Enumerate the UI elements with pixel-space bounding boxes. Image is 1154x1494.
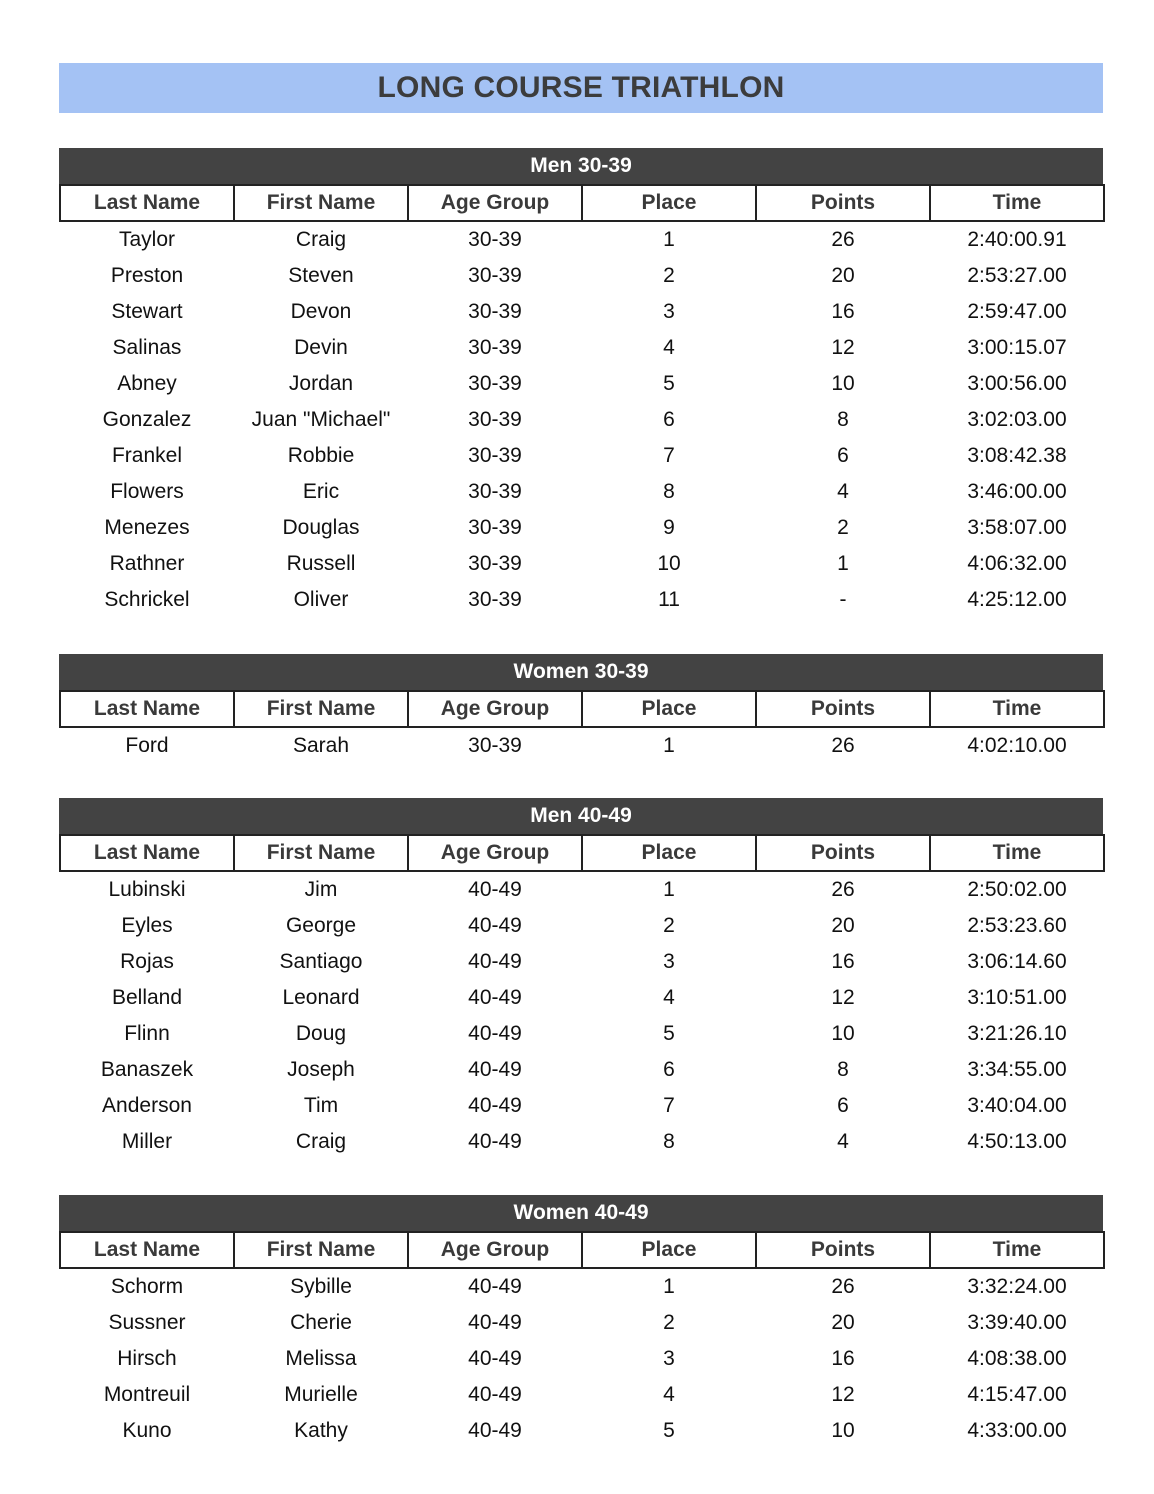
section-heading: Women 30-39 bbox=[59, 654, 1103, 690]
cell-time: 3:46:00.00 bbox=[967, 480, 1067, 503]
cell-place: 2 bbox=[663, 1311, 675, 1334]
cell-age-group: 30-39 bbox=[468, 372, 522, 395]
cell-points: 6 bbox=[837, 444, 849, 467]
cell-age-group: 40-49 bbox=[468, 1419, 522, 1442]
cell-first-name: Sybille bbox=[290, 1275, 352, 1298]
col-header-place: Place bbox=[582, 1232, 756, 1268]
cell-age-group: 30-39 bbox=[468, 552, 522, 575]
cell-age-group: 30-39 bbox=[468, 516, 522, 539]
cell-time: 3:06:14.60 bbox=[967, 950, 1067, 973]
table-row bbox=[60, 510, 1104, 546]
table-row bbox=[60, 944, 1104, 980]
cell-last-name: Kuno bbox=[122, 1419, 172, 1442]
cell-points: 4 bbox=[837, 480, 849, 503]
cell-place: 2 bbox=[663, 914, 675, 937]
header-row bbox=[60, 1232, 1104, 1268]
cell-points: 20 bbox=[831, 914, 855, 937]
table-body bbox=[60, 727, 1104, 764]
section-women-40-49 bbox=[59, 1195, 1103, 1449]
section-heading: Men 40-49 bbox=[59, 798, 1103, 834]
cell-time: 4:33:00.00 bbox=[967, 1419, 1067, 1442]
title-banner bbox=[59, 63, 1103, 113]
cell-last-name: Miller bbox=[121, 1130, 173, 1153]
cell-first-name: Santiago bbox=[279, 950, 363, 973]
header-row bbox=[60, 835, 1104, 871]
cell-first-name: Melissa bbox=[285, 1347, 357, 1370]
cell-age-group: 30-39 bbox=[468, 300, 522, 323]
cell-points: 12 bbox=[831, 336, 855, 359]
col-header-age-group: Age Group bbox=[408, 185, 582, 221]
cell-age-group: 30-39 bbox=[468, 588, 522, 611]
table-row bbox=[60, 871, 1104, 908]
cell-first-name: Robbie bbox=[287, 444, 355, 467]
cell-points: 10 bbox=[831, 372, 855, 395]
cell-points: 12 bbox=[831, 986, 855, 1009]
cell-time: 2:53:27.00 bbox=[967, 264, 1067, 287]
cell-place: 1 bbox=[663, 1275, 675, 1298]
cell-points: 20 bbox=[831, 1311, 855, 1334]
cell-place: 3 bbox=[663, 300, 675, 323]
cell-place: 4 bbox=[663, 336, 675, 359]
results-table bbox=[59, 1231, 1105, 1449]
section-heading: Women 40-49 bbox=[59, 1195, 1103, 1231]
results-table bbox=[59, 690, 1105, 764]
cell-time: 2:53:23.60 bbox=[967, 914, 1067, 937]
cell-points: 1 bbox=[837, 552, 849, 575]
table-row bbox=[60, 330, 1104, 366]
cell-age-group: 30-39 bbox=[468, 444, 522, 467]
col-header-last-name: Last Name bbox=[60, 1232, 234, 1268]
col-header-last-name: Last Name bbox=[60, 835, 234, 871]
cell-time: 2:59:47.00 bbox=[967, 300, 1067, 323]
cell-age-group: 30-39 bbox=[468, 480, 522, 503]
cell-first-name: Joseph bbox=[287, 1058, 355, 1081]
cell-time: 4:50:13.00 bbox=[967, 1130, 1067, 1153]
cell-age-group: 40-49 bbox=[468, 986, 522, 1009]
table-body bbox=[60, 871, 1104, 1160]
cell-place: 10 bbox=[657, 552, 681, 575]
cell-points: - bbox=[839, 588, 847, 611]
cell-first-name: Douglas bbox=[282, 516, 360, 539]
cell-time: 3:00:15.07 bbox=[967, 336, 1067, 359]
table-row bbox=[60, 294, 1104, 330]
cell-last-name: Hirsch bbox=[117, 1347, 177, 1370]
cell-points: 16 bbox=[831, 300, 855, 323]
col-header-last-name: Last Name bbox=[60, 185, 234, 221]
cell-last-name: Schorm bbox=[110, 1275, 184, 1298]
cell-age-group: 40-49 bbox=[468, 1130, 522, 1153]
table-row bbox=[60, 727, 1104, 764]
table-row bbox=[60, 1016, 1104, 1052]
cell-age-group: 40-49 bbox=[468, 1058, 522, 1081]
table-row bbox=[60, 1268, 1104, 1305]
cell-last-name: Ford bbox=[125, 734, 169, 757]
header-row bbox=[60, 691, 1104, 727]
section-women-30-39 bbox=[59, 654, 1103, 764]
cell-age-group: 30-39 bbox=[468, 408, 522, 431]
col-header-first-name: First Name bbox=[234, 185, 408, 221]
cell-age-group: 30-39 bbox=[468, 228, 522, 251]
cell-time: 3:21:26.10 bbox=[967, 1022, 1067, 1045]
col-header-age-group: Age Group bbox=[408, 835, 582, 871]
cell-time: 4:25:12.00 bbox=[967, 588, 1067, 611]
results-table bbox=[59, 184, 1105, 618]
cell-time: 4:06:32.00 bbox=[967, 552, 1067, 575]
table-row bbox=[60, 221, 1104, 258]
table-body bbox=[60, 1268, 1104, 1449]
cell-place: 2 bbox=[663, 264, 675, 287]
cell-points: 16 bbox=[831, 950, 855, 973]
cell-last-name: Flowers bbox=[110, 480, 184, 503]
col-header-first-name: First Name bbox=[234, 1232, 408, 1268]
cell-time: 3:34:55.00 bbox=[967, 1058, 1067, 1081]
cell-points: 8 bbox=[837, 408, 849, 431]
col-header-points: Points bbox=[756, 691, 930, 727]
cell-first-name: Devin bbox=[294, 336, 348, 359]
cell-time: 4:08:38.00 bbox=[967, 1347, 1067, 1370]
cell-last-name: Salinas bbox=[112, 336, 182, 359]
cell-last-name: Sussner bbox=[108, 1311, 186, 1334]
cell-time: 3:40:04.00 bbox=[967, 1094, 1067, 1117]
page-title: LONG COURSE TRIATHLON bbox=[377, 71, 785, 104]
cell-time: 3:58:07.00 bbox=[967, 516, 1067, 539]
cell-last-name: Banaszek bbox=[100, 1058, 194, 1081]
cell-age-group: 40-49 bbox=[468, 1022, 522, 1045]
cell-last-name: Flinn bbox=[124, 1022, 170, 1045]
cell-first-name: Murielle bbox=[284, 1383, 358, 1406]
col-header-age-group: Age Group bbox=[408, 691, 582, 727]
cell-first-name: Jordan bbox=[288, 372, 354, 395]
cell-age-group: 40-49 bbox=[468, 950, 522, 973]
cell-age-group: 30-39 bbox=[468, 264, 522, 287]
cell-place: 3 bbox=[663, 1347, 675, 1370]
table-row bbox=[60, 1088, 1104, 1124]
cell-place: 5 bbox=[663, 372, 675, 395]
table-row bbox=[60, 1413, 1104, 1449]
cell-age-group: 40-49 bbox=[468, 1383, 522, 1406]
table-row bbox=[60, 1052, 1104, 1088]
cell-place: 7 bbox=[663, 444, 675, 467]
cell-first-name: Craig bbox=[295, 228, 347, 251]
cell-time: 3:02:03.00 bbox=[967, 408, 1067, 431]
cell-place: 9 bbox=[663, 516, 675, 539]
cell-points: 12 bbox=[831, 1383, 855, 1406]
cell-last-name: Eyles bbox=[121, 914, 173, 937]
cell-time: 3:32:24.00 bbox=[967, 1275, 1067, 1298]
cell-points: 6 bbox=[837, 1094, 849, 1117]
cell-first-name: Sarah bbox=[292, 734, 350, 757]
col-header-points: Points bbox=[756, 1232, 930, 1268]
col-header-place: Place bbox=[582, 691, 756, 727]
cell-first-name: Leonard bbox=[282, 986, 360, 1009]
cell-age-group: 40-49 bbox=[468, 878, 522, 901]
cell-points: 26 bbox=[831, 228, 855, 251]
cell-place: 5 bbox=[663, 1022, 675, 1045]
col-header-points: Points bbox=[756, 185, 930, 221]
cell-last-name: Rathner bbox=[109, 552, 185, 575]
cell-first-name: Devon bbox=[290, 300, 352, 323]
table-row bbox=[60, 366, 1104, 402]
cell-last-name: Frankel bbox=[111, 444, 183, 467]
cell-place: 6 bbox=[663, 1058, 675, 1081]
cell-first-name: Steven bbox=[288, 264, 354, 287]
cell-points: 8 bbox=[837, 1058, 849, 1081]
table-row bbox=[60, 546, 1104, 582]
table-row bbox=[60, 1124, 1104, 1160]
col-header-age-group: Age Group bbox=[408, 1232, 582, 1268]
cell-place: 7 bbox=[663, 1094, 675, 1117]
col-header-last-name: Last Name bbox=[60, 691, 234, 727]
cell-points: 26 bbox=[831, 734, 855, 757]
cell-last-name: Anderson bbox=[102, 1094, 192, 1117]
header-row bbox=[60, 185, 1104, 221]
table-body bbox=[60, 221, 1104, 618]
cell-time: 2:40:00.91 bbox=[967, 228, 1067, 251]
table-row bbox=[60, 582, 1104, 618]
cell-last-name: Schrickel bbox=[104, 588, 190, 611]
table-row bbox=[60, 474, 1104, 510]
cell-age-group: 30-39 bbox=[468, 336, 522, 359]
cell-last-name: Preston bbox=[110, 264, 184, 287]
col-header-place: Place bbox=[582, 835, 756, 871]
cell-last-name: Gonzalez bbox=[102, 408, 192, 431]
cell-place: 8 bbox=[663, 1130, 675, 1153]
cell-age-group: 40-49 bbox=[468, 1311, 522, 1334]
cell-first-name: Tim bbox=[303, 1094, 339, 1117]
col-header-place: Place bbox=[582, 185, 756, 221]
cell-first-name: Oliver bbox=[293, 588, 349, 611]
cell-place: 11 bbox=[658, 588, 680, 611]
cell-last-name: Rojas bbox=[120, 950, 174, 973]
cell-place: 3 bbox=[663, 950, 675, 973]
cell-age-group: 40-49 bbox=[468, 1094, 522, 1117]
col-header-first-name: First Name bbox=[234, 835, 408, 871]
cell-first-name: Juan "Michael" bbox=[251, 408, 391, 431]
cell-place: 4 bbox=[663, 1383, 675, 1406]
col-header-time: Time bbox=[930, 835, 1104, 871]
col-header-points: Points bbox=[756, 835, 930, 871]
table-row bbox=[60, 1305, 1104, 1341]
cell-time: 3:08:42.38 bbox=[967, 444, 1067, 467]
cell-first-name: Kathy bbox=[294, 1419, 348, 1442]
cell-last-name: Lubinski bbox=[108, 878, 186, 901]
cell-place: 8 bbox=[663, 480, 675, 503]
table-row bbox=[60, 1341, 1104, 1377]
cell-age-group: 40-49 bbox=[468, 1275, 522, 1298]
cell-time: 3:39:40.00 bbox=[967, 1311, 1067, 1334]
table-row bbox=[60, 438, 1104, 474]
cell-place: 1 bbox=[663, 734, 675, 757]
cell-first-name: Russell bbox=[286, 552, 356, 575]
section-men-30-39 bbox=[59, 148, 1103, 618]
cell-last-name: Stewart bbox=[111, 300, 183, 323]
table-row bbox=[60, 1377, 1104, 1413]
cell-first-name: George bbox=[285, 914, 357, 937]
cell-first-name: Doug bbox=[295, 1022, 347, 1045]
section-heading: Men 30-39 bbox=[59, 148, 1103, 184]
cell-points: 26 bbox=[831, 1275, 855, 1298]
cell-place: 4 bbox=[663, 986, 675, 1009]
cell-last-name: Belland bbox=[111, 986, 183, 1009]
cell-age-group: 40-49 bbox=[468, 914, 522, 937]
cell-time: 3:00:56.00 bbox=[967, 372, 1067, 395]
cell-time: 4:15:47.00 bbox=[967, 1383, 1067, 1406]
cell-place: 5 bbox=[663, 1419, 675, 1442]
cell-place: 1 bbox=[663, 228, 675, 251]
cell-points: 4 bbox=[837, 1130, 849, 1153]
cell-first-name: Eric bbox=[302, 480, 340, 503]
col-header-time: Time bbox=[930, 691, 1104, 727]
table-row bbox=[60, 980, 1104, 1016]
col-header-time: Time bbox=[930, 185, 1104, 221]
cell-last-name: Abney bbox=[117, 372, 177, 395]
col-header-first-name: First Name bbox=[234, 691, 408, 727]
cell-points: 10 bbox=[831, 1022, 855, 1045]
cell-points: 2 bbox=[837, 516, 849, 539]
cell-time: 2:50:02.00 bbox=[967, 878, 1067, 901]
table-row bbox=[60, 258, 1104, 294]
cell-age-group: 40-49 bbox=[468, 1347, 522, 1370]
cell-last-name: Taylor bbox=[118, 228, 176, 251]
cell-last-name: Menezes bbox=[104, 516, 190, 539]
cell-age-group: 30-39 bbox=[468, 734, 522, 757]
cell-place: 1 bbox=[663, 878, 675, 901]
cell-time: 3:10:51.00 bbox=[967, 986, 1067, 1009]
cell-time: 4:02:10.00 bbox=[967, 734, 1067, 757]
cell-first-name: Craig bbox=[295, 1130, 347, 1153]
table-row bbox=[60, 402, 1104, 438]
section-men-40-49 bbox=[59, 798, 1103, 1160]
cell-points: 20 bbox=[831, 264, 855, 287]
col-header-time: Time bbox=[930, 1232, 1104, 1268]
cell-first-name: Jim bbox=[304, 878, 338, 901]
cell-first-name: Cherie bbox=[290, 1311, 352, 1334]
cell-points: 16 bbox=[831, 1347, 855, 1370]
cell-points: 10 bbox=[831, 1419, 855, 1442]
results-table bbox=[59, 834, 1105, 1160]
cell-last-name: Montreuil bbox=[103, 1383, 191, 1406]
cell-place: 6 bbox=[663, 408, 675, 431]
table-row bbox=[60, 908, 1104, 944]
cell-points: 26 bbox=[831, 878, 855, 901]
